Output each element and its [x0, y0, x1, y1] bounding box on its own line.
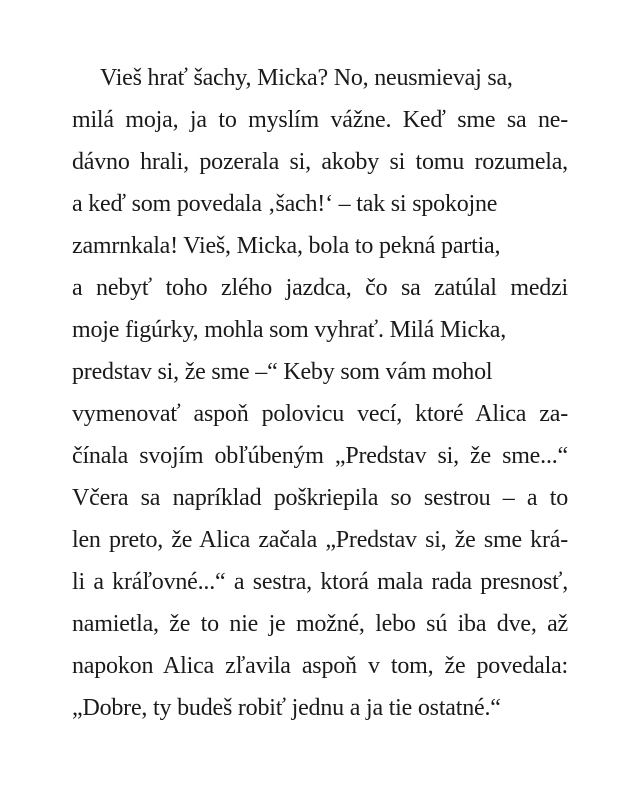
text-line: čínala svojím obľúbeným „Predstav si, že sme...“ [72, 443, 568, 469]
text-line: a nebyť toho zlého jazdca, čo sa zatúlal medzi [72, 275, 568, 301]
text-line: len preto, že Alica začala „Predstav si, že sme krá- [72, 527, 568, 553]
text-line: milá moja, ja to myslím vážne. Keď sme sa ne- [72, 107, 568, 133]
text-line: predstav si, že sme –“ Keby som vám mohol [72, 359, 493, 385]
text-line: Vieš hrať šachy, Micka? No, neusmievaj sa, [100, 65, 513, 91]
text-line: namietla, že to nie je možné, lebo sú iba dve, až [72, 611, 568, 637]
text-line: „Dobre, ty budeš robiť jednu a ja tie ostatné.“ [72, 695, 501, 721]
text-line: li a kráľovné...“ a sestra, ktorá mala rada presnosť, [72, 569, 568, 595]
text-line: napokon Alica zľavila aspoň v tom, že povedala: [72, 653, 568, 679]
text-line: dávno hrali, pozerala si, akoby si tomu rozumela, [72, 149, 568, 175]
text-line: Včera sa napríklad poškriepila so sestrou – a to [72, 485, 568, 511]
text-line: zamrnkala! Vieš, Micka, bola to pekná partia, [72, 233, 501, 259]
text-line: a keď som povedala ‚šach!‘ – tak si spokojne [72, 191, 498, 217]
text-line: vymenovať aspoň polovicu vecí, ktoré Alica za- [72, 401, 568, 427]
text-line: moje figúrky, mohla som vyhrať. Milá Micka, [72, 317, 507, 343]
